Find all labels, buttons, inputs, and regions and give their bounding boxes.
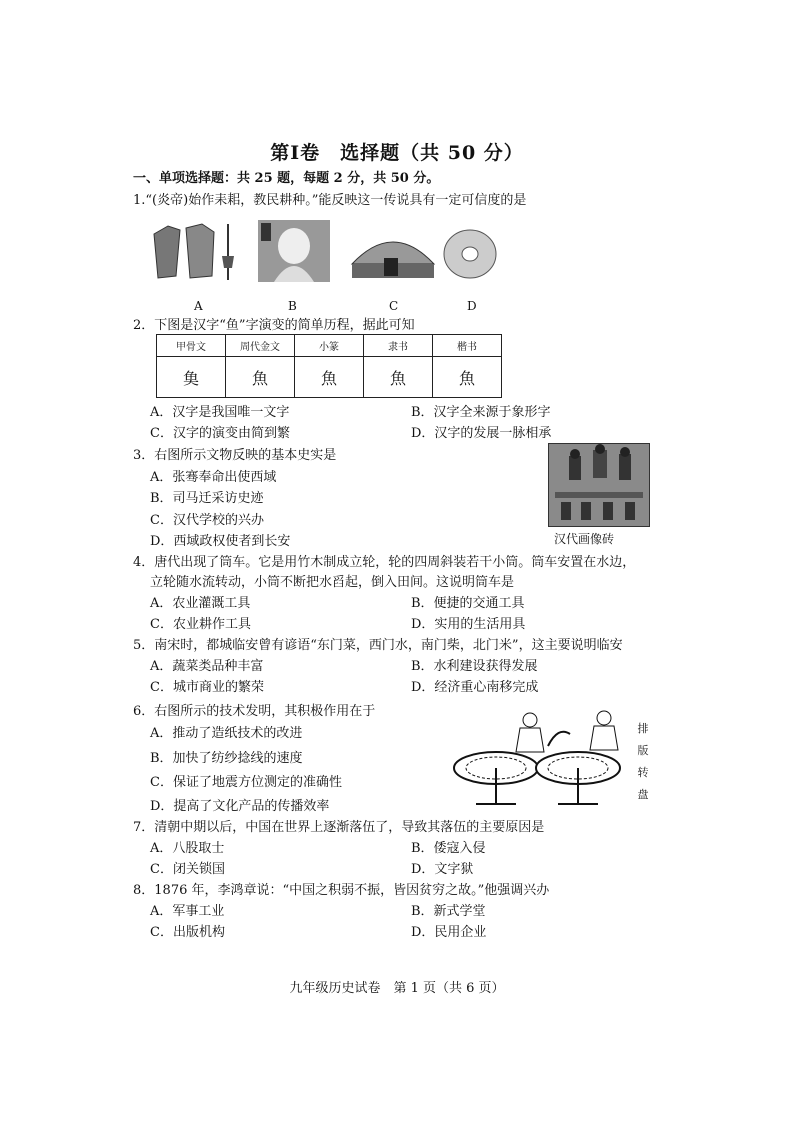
- q8-option-b: B．新式学堂: [411, 904, 486, 919]
- q7-stem: 7．清朝中期以后，中国在世界上逐渐落伍了，导致其落伍的主要原因是: [133, 820, 545, 835]
- q4-option-b: B．便捷的交通工具: [411, 596, 525, 611]
- han-brick-caption: 汉代画像砖: [554, 532, 615, 546]
- q3-option-a: A．张骞奉命出使西域: [150, 470, 277, 485]
- q4-option-c: C．农业耕作工具: [150, 617, 251, 632]
- typesetting-caption-1: 排: [637, 722, 649, 735]
- q3-option-c: C．汉代学校的兴办: [150, 513, 264, 528]
- han-brick-image: [548, 443, 650, 527]
- q8-option-c: C．出版机构: [150, 925, 225, 940]
- q6-option-a: A．推动了造纸技术的改进: [150, 726, 303, 741]
- q5-option-b: B．水利建设获得发展: [411, 659, 538, 674]
- q3-option-b: B．司马迁采访史迹: [150, 491, 264, 506]
- typesetting-caption-3: 转: [637, 766, 649, 779]
- table-header: 楷书: [433, 335, 502, 357]
- q5-option-d: D．经济重心南移完成: [411, 680, 539, 695]
- q7-option-a: A．八股取士: [150, 841, 225, 856]
- glyph-cell: 魚: [433, 357, 502, 398]
- q6-option-d: D．提高了文化产品的传播效率: [150, 799, 330, 814]
- q1-label-b: B: [288, 299, 297, 313]
- q6-option-c: C．保证了地震方位测定的准确性: [150, 775, 342, 790]
- q4-option-a: A．农业灌溉工具: [150, 596, 251, 611]
- q3-option-d: D．西域政权使者到长安: [150, 534, 291, 549]
- q1-label-d: D: [467, 299, 477, 313]
- q1-image-c-house: [348, 224, 438, 282]
- q1-image-d-jade-disc: [440, 226, 500, 282]
- q2-option-d: D．汉字的发展一脉相承: [411, 426, 552, 441]
- typesetting-caption-2: 版: [637, 744, 649, 757]
- page-footer: 九年级历史试卷 第 1 页（共 6 页）: [289, 981, 505, 996]
- page-title: 第Ⅰ卷 选择题（共 50 分）: [270, 142, 524, 164]
- glyph-cell: 魚: [295, 357, 364, 398]
- q5-option-c: C．城市商业的繁荣: [150, 680, 264, 695]
- q3-stem: 3．右图所示文物反映的基本史实是: [133, 448, 337, 463]
- q4-stem-line1: 4．唐代出现了筒车。它是用竹木制成立轮，轮的四周斜装若干小筒。筒车安置在水边，: [133, 555, 636, 570]
- q2-stem: 2．下图是汉字“鱼”字演变的简单历程，据此可知: [133, 318, 415, 333]
- table-header: 周代金文: [226, 335, 295, 357]
- q4-stem-line2: 立轮随水流转动，小筒不断把水舀起，倒入田间。这说明筒车是: [150, 575, 515, 590]
- table-header: 小篆: [295, 335, 364, 357]
- section-heading: 一、单项选择题：共 25 题，每题 2 分，共 50 分。: [133, 171, 440, 186]
- q1-label-c: C: [389, 299, 399, 313]
- q8-option-a: A．军事工业: [150, 904, 225, 919]
- q1-label-a: A: [194, 299, 203, 313]
- q1-stem: 1.“(炎帝)始作耒耜，教民耕种。”能反映这一传说具有一定可信度的是: [133, 193, 527, 208]
- q1-image-a-leisi-tool: [150, 220, 240, 282]
- table-header: 甲骨文: [157, 335, 226, 357]
- q7-option-d: D．文字狱: [411, 862, 474, 877]
- q7-option-b: B．倭寇入侵: [411, 841, 486, 856]
- glyph-cell: 魚: [364, 357, 433, 398]
- q5-stem: 5．南宋时，都城临安曾有谚语“东门菜，西门水，南门柴，北门米”，这主要说明临安: [133, 638, 623, 653]
- q6-option-b: B．加快了纺纱捻线的速度: [150, 751, 303, 766]
- q4-option-d: D．实用的生活用具: [411, 617, 526, 632]
- typesetting-wheel-image: [448, 706, 628, 808]
- q8-option-d: D．民用企业: [411, 925, 487, 940]
- q1-image-b-portrait: [258, 220, 330, 282]
- q2-option-a: A．汉字是我国唯一文字: [150, 405, 290, 420]
- q2-option-b: B．汉字全来源于象形字: [411, 405, 551, 420]
- q8-stem: 8．1876 年，李鸿章说：“中国之积弱不振，皆因贫穷之故。”他强调兴办: [133, 883, 550, 898]
- q7-option-c: C．闭关锁国: [150, 862, 225, 877]
- glyph-cell: 魚: [226, 357, 295, 398]
- fish-evolution-table: [156, 334, 502, 398]
- glyph-cell: 𩵋: [157, 357, 226, 398]
- typesetting-caption-4: 盘: [637, 788, 649, 801]
- table-header: 隶书: [364, 335, 433, 357]
- q6-stem: 6．右图所示的技术发明，其积极作用在于: [133, 704, 376, 719]
- q5-option-a: A．蔬菜类品种丰富: [150, 659, 264, 674]
- q2-option-c: C．汉字的演变由简到繁: [150, 426, 290, 441]
